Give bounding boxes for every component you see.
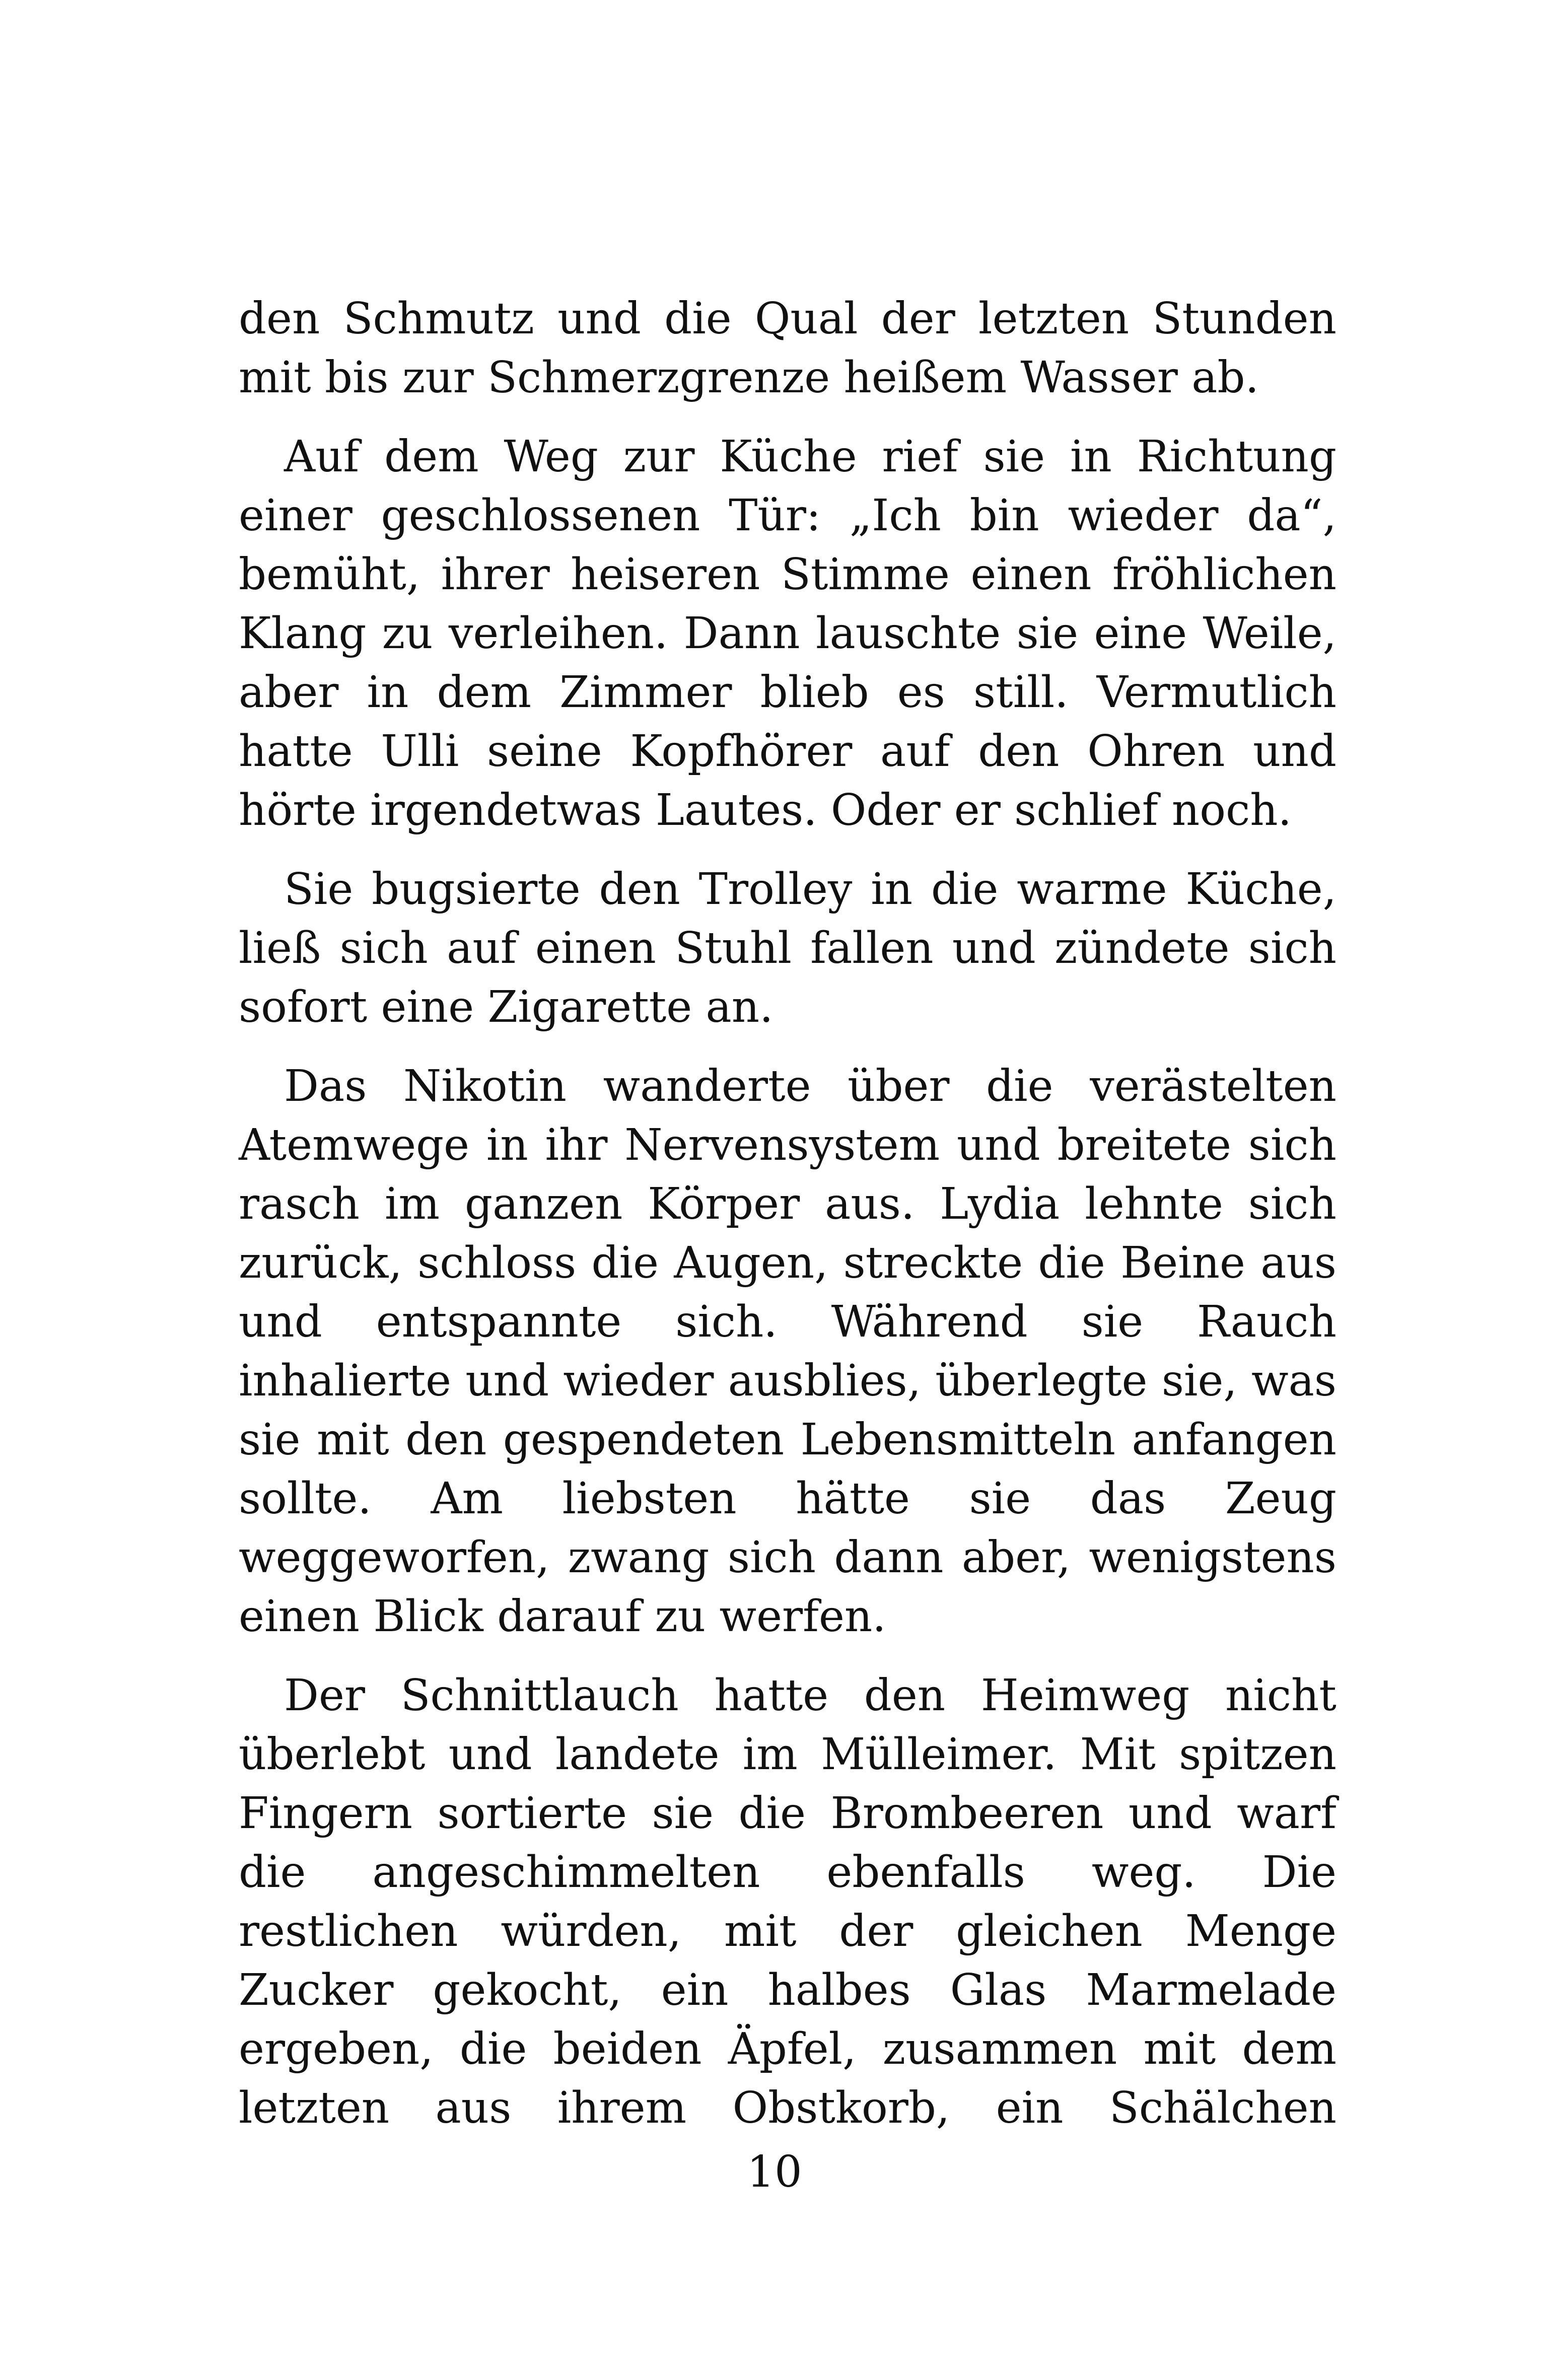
page-number: 10 <box>747 2147 802 2197</box>
paragraph-2: Auf dem Weg zur Küche rief sie in Richtung einer geschlossenen Tür: „Ich bin wieder da“, bemüht, ihrer heiseren Stimme einen fröhlichen Klang zu verleihen. Dann lauschte sie eine Weile, aber in dem Zimmer blieb es still. Vermutlich hatte Ulli seine Kopfhörer auf den Ohren und hörte irgendetwas Lautes. Oder er schlief noch. <box>239 432 1336 835</box>
body-text <box>239 290 1336 2158</box>
paragraph-4: Das Nikotin wanderte über die verästelten Atemwege in ihr Nervensystem und breitete sich rasch im ganzen Körper aus. Lydia lehnte sich zurück, schloss die Augen, streckte die Beine aus und entspannte sich. Während sie Rauch inhalierte und wieder ausblies, überlegte sie, was sie mit den gespendeten Lebensmitteln anfangen sollte. Am liebsten hätte sie das Zeug weggeworfen, zwang sich dann aber, wenigstens einen Blick darauf zu werfen. <box>239 1061 1336 1642</box>
paragraph-3: Sie bugsierte den Trolley in die warme Küche, ließ sich auf einen Stuhl fallen und zündete sich sofort eine Zigarette an. <box>239 864 1336 1032</box>
paragraph-5: Der Schnittlauch hatte den Heimweg nicht überlebt und landete im Mülleimer. Mit spitzen Fingern sortierte sie die Brombeeren und warf die angeschimmelten ebenfalls weg. Die restlichen würden, mit der gleichen Menge Zucker gekocht, ein halbes Glas Marmelade ergeben, die beiden Äpfel, zusammen mit dem letzten aus ihrem Obstkorb, ein Schälchen <box>239 1670 1336 2133</box>
paragraph-1: den Schmutz und die Qual der letzten Stunden mit bis zur Schmerzgrenze heißem Wasser ab. <box>239 294 1336 403</box>
